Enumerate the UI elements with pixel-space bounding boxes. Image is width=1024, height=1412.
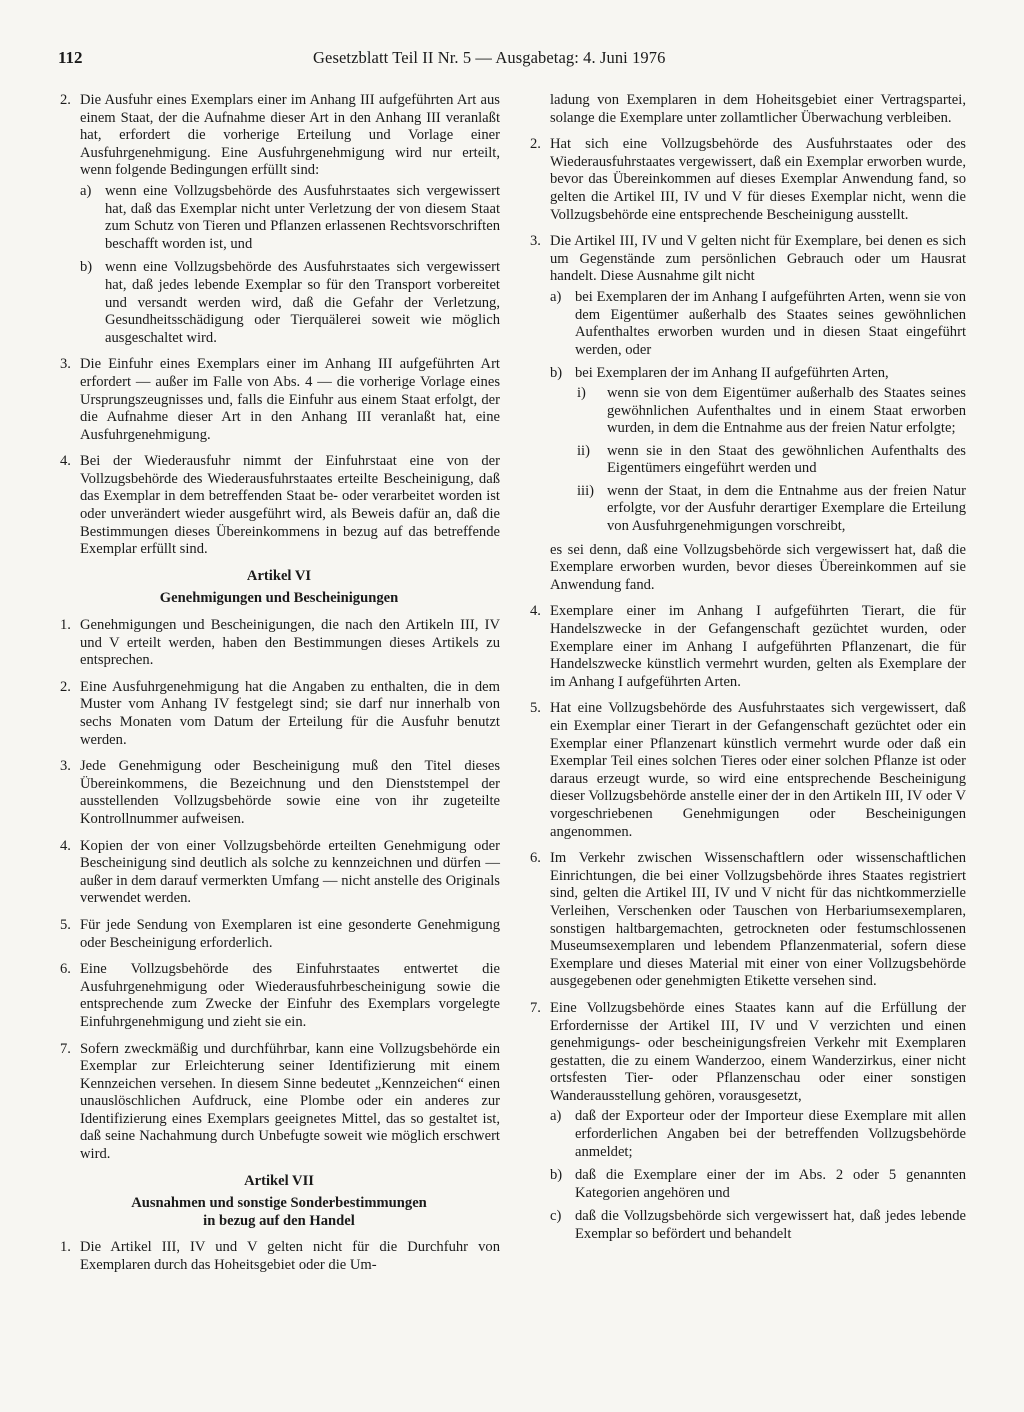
article-6-paragraph-7 bbox=[58, 1041, 500, 1164]
subitem-b bbox=[550, 1167, 966, 1202]
subitem-text: wenn eine Vollzugsbehörde des Ausfuhrstaates sich vergewissert hat, daß jedes lebende Exemplar so für den Transport vorbereitet und versandt werden wird, daß die Gefahr der Verletzung, Gesundheitsschädigung oder Tierquälerei soweit wie möglich ausgeschaltet wird. bbox=[105, 259, 500, 346]
subitem-label: c) bbox=[550, 1208, 562, 1225]
paragraph-text: Die Ausfuhr eines Exemplars einer im Anhang III aufgeführten Art aus einem Staat, der die Aufnahme dieser Art in den Anhang III veranlaßt hat, erfordert die vorherige Erteilung und Vorlage einer Ausfuhrgenehmigung. Eine Ausfuhrgenehmigung wird nur erteilt, wenn folgende Bedingungen erfüllt sind: bbox=[80, 92, 500, 179]
continued-text: ladung von Exemplaren in dem Hoheitsgebiet einer Vertragspartei, solange die Exemplare unter zollamtlicher Überwachung verbleiben. bbox=[550, 92, 966, 126]
paragraph-text: Hat sich eine Vollzugsbehörde des Ausfuhrstaates oder des Wiederausfuhrstaates vergewissert, daß ein Exemplar erworben wurde, bevor das Übereinkommen auf dieses Exemplar Anwendung fand, so gelten die Artikel III, IV und V für dieses Exemplar nicht, wenn die Vollzugsbehörde eine entsprechende Bescheinigung ausstellt. bbox=[550, 136, 966, 223]
paragraph-number: 1. bbox=[60, 1239, 71, 1256]
paragraph-text: Die Artikel III, IV und V gelten nicht für die Durchfuhr von Exemplaren durch das Hoheitsgebiet oder die Um- bbox=[80, 1239, 500, 1274]
subitem-i bbox=[575, 385, 966, 438]
paragraph-number: 4. bbox=[530, 603, 541, 620]
paragraph-number: 1. bbox=[60, 617, 71, 634]
subitem-label: a) bbox=[80, 182, 92, 199]
paragraph-text: Genehmigungen und Bescheinigungen, die nach den Artikeln III, IV und V erteilt werden, haben den Bestimmungen dieses Artikels zu entsprechen. bbox=[80, 617, 500, 669]
paragraph-number: 6. bbox=[60, 961, 71, 978]
paragraph-5 bbox=[528, 700, 966, 841]
paragraph-number: 2. bbox=[60, 92, 71, 108]
paragraph-text: Exemplare einer im Anhang I aufgeführten Tierart, die für Handelszwecke in der Gefangenschaft gezüchtet wurden, oder Exemplare einer im Anhang I aufgeführten Pflanzenart, die für Handelszwecke künstlich vermehrt wurden, gelten als Exemplare der im Anhang I aufgeführten Arten. bbox=[550, 603, 966, 690]
article-6-paragraph-4 bbox=[58, 838, 500, 908]
paragraph-number: 5. bbox=[530, 700, 541, 717]
right-column bbox=[528, 92, 966, 1253]
paragraph-4 bbox=[528, 603, 966, 691]
paragraph-2 bbox=[58, 92, 500, 347]
paragraph-2 bbox=[528, 136, 966, 224]
article-6-paragraph-6 bbox=[58, 961, 500, 1031]
paragraph-number: 2. bbox=[60, 678, 71, 695]
article-subtitle: Genehmigungen und Bescheinigungen bbox=[159, 590, 399, 607]
paragraph-number: 4. bbox=[60, 837, 71, 854]
article-6-paragraph-2 bbox=[58, 679, 500, 749]
paragraph-text: Jede Genehmigung oder Bescheinigung muß den Titel dieses Übereinkommens, die Bezeichnung und den Dienststempel der ausstellenden Vollzugsbehörde sowie eine von ihr zugeteilte Kontrollnummer aufweisen. bbox=[80, 758, 500, 827]
subitem-a bbox=[550, 1108, 966, 1161]
subitem-label: i) bbox=[577, 384, 586, 401]
paragraph-text: Für jede Sendung von Exemplaren ist eine gesonderte Genehmigung oder Bescheinigung erforderlich. bbox=[80, 916, 500, 951]
subitem-c bbox=[550, 1208, 966, 1243]
paragraph-text: Im Verkehr zwischen Wissenschaftlern oder wissenschaftlichen Einrichtungen, die bei einer Vollzugsbehörde ihres Staates registriert sind, gelten die Artikel III, IV und V nicht für das nichtkommerzielle Verleihen, Verschenken oder Tauschen von Herbariumsexemplaren, sonstigen haltbargemachten, getrockneten oder festumschlossenen Museumsexemplaren und lebendem Pflanzenmaterial, sofern diese Exemplare und dieses Material mit einer von einer Vollzugsbehörde ausgegebenen oder genehmigten Etikette versehen sind. bbox=[550, 850, 966, 990]
paragraph-text: Eine Ausfuhrgenehmigung hat die Angaben zu enthalten, die in dem Muster vom Anhang IV festgelegt sind; sie darf nur innerhalb von sechs Monaten vom Datum der Erteilung für die Ausfuhr benutzt werden. bbox=[80, 678, 500, 748]
paragraph-number: 2. bbox=[530, 136, 541, 153]
subitem-label: b) bbox=[550, 1167, 563, 1184]
subitem-label: iii) bbox=[577, 482, 595, 499]
paragraph-text: Eine Vollzugsbehörde eines Staates kann auf die Erfüllung der Erfordernisse der Artikel III, IV und V verzichten und einen genehmigungs- oder bescheinigungsfreien Verkehr mit Exemplaren gestatten, die zu einem Wanderzoo, einem Wanderzirkus, einer nicht ortsfesten Tier- oder Pflanzenschau oder einer sonstigen Wanderausstellung gehören, vorausgesetzt, bbox=[550, 999, 966, 1104]
left-column bbox=[58, 92, 500, 1284]
paragraph-7 bbox=[528, 1000, 966, 1244]
article-6-paragraph-5 bbox=[58, 917, 500, 952]
page-number: 112 bbox=[58, 48, 83, 67]
page-header bbox=[58, 48, 978, 78]
subitem-ii bbox=[575, 443, 966, 478]
subitem-text: wenn sie in den Staat des gewöhnlichen Aufenthalts des Eigentümers eingeführt werden und bbox=[607, 442, 966, 477]
paragraph-number: 3. bbox=[60, 356, 71, 373]
article-6-paragraph-1 bbox=[58, 617, 500, 670]
paragraph-3 bbox=[58, 356, 500, 444]
article-6-heading bbox=[58, 568, 500, 608]
article-subtitle: Ausnahmen und sonstige Sonderbestimmungen bbox=[131, 1195, 427, 1212]
paragraph-text: Kopien der von einer Vollzugsbehörde erteilten Genehmigung oder Bescheinigung sind deutlich als solche zu kennzeichnen und dürfen — außer in dem darauf vermerkten Umfang — nicht anstelle des Originals verwendet werden. bbox=[80, 837, 500, 907]
subitem-iii bbox=[575, 483, 966, 536]
article-7-paragraph-1 bbox=[58, 1239, 500, 1274]
paragraph-4 bbox=[58, 453, 500, 559]
paragraph-number: 3. bbox=[530, 233, 541, 250]
subitem-text: bei Exemplaren der im Anhang II aufgeführten Arten, bbox=[575, 365, 889, 382]
paragraph-number: 5. bbox=[60, 916, 71, 933]
paragraph-text: Eine Vollzugsbehörde des Einfuhrstaates entwertet die Ausfuhrgenehmigung oder Wiederausfuhrbescheinigung sowie die entsprechende zum Zwecke der Einfuhr des Exemplars vorgelegte Einfuhrgenehmigung und zieht sie ein. bbox=[80, 961, 500, 1030]
closing-text: es sei denn, daß eine Vollzugsbehörde sich vergewissert hat, daß die Exemplare erworben wurden, bevor dieses Übereinkommen auf sie Anwendung fand. bbox=[550, 541, 966, 593]
subitem-a bbox=[80, 183, 500, 253]
paragraph-number: 7. bbox=[60, 1040, 71, 1057]
subitem-label: a) bbox=[550, 288, 562, 305]
subitem-a bbox=[550, 289, 966, 359]
running-title: Gesetzblatt Teil II Nr. 5 — Ausgabetag: 4. Juni 1976 bbox=[313, 48, 666, 67]
subitem-label: b) bbox=[550, 365, 563, 382]
paragraph-number: 6. bbox=[530, 850, 541, 867]
subitem-text: wenn eine Vollzugsbehörde des Ausfuhrstaates sich vergewissert hat, daß das Exemplar nicht unter Verletzung der von diesem Staat zum Schutz von Tieren und Pflanzen erlassenen Rechtsvorschriften beschafft worden ist, und bbox=[105, 182, 500, 252]
paragraph-text: Bei der Wiederausfuhr nimmt der Einfuhrstaat eine von der Vollzugsbehörde des Wiederausfuhrstaates erteilte Bescheinigung, daß das Exemplar in dem betreffenden Staat be- oder verarbeitet worden ist oder unverändert wieder ausgeführt wird, als Beweis dafür an, daß die Bestimmungen dieses Übereinkommens in bezug auf das betreffende Exemplar erfüllt sind. bbox=[80, 453, 500, 558]
subitem-text: wenn sie von dem Eigentümer außerhalb des Staates seines gewöhnlichen Aufenthaltes und in einem Staat erworben wurden, in dem die Entnahme aus der freien Natur erfolgte; bbox=[607, 384, 966, 437]
article-subtitle: in bezug auf den Handel bbox=[203, 1212, 355, 1229]
paragraph-number: 7. bbox=[530, 999, 541, 1016]
article-title: Artikel VI bbox=[246, 567, 312, 584]
subitem-text: wenn der Staat, in dem die Entnahme aus der freien Natur erfolgte, vor der Ausfuhr derartiger Exemplare die Erteilung von Ausfuhrgenehmigungen vorschreibt, bbox=[607, 482, 966, 535]
subitem-b bbox=[80, 259, 500, 347]
paragraph-text: Hat eine Vollzugsbehörde des Ausfuhrstaates sich vergewissert, daß ein Exemplar einer Tierart in der Gefangenschaft gezüchtet oder ein Exemplar einer Pflanzenart künstlich vermehrt wurde oder daß ein Exemplar Teil eines solchen Tieres oder einer solchen Pflanze ist oder daraus erzeugt wurde, so wird eine entsprechende Bescheinigung dieser Vollzugsbehörde anstelle einer der in den Artikeln III, IV oder V vorgeschriebenen Genehmigungen oder Bescheinigungen angenommen. bbox=[550, 700, 966, 840]
paragraph-text: Die Artikel III, IV und V gelten nicht für Exemplare, bei denen es sich um Gegenstände zum persönlichen Gebrauch oder um Hausrat handelt. Diese Ausnahme gilt nicht bbox=[550, 233, 966, 285]
article-6-paragraph-3 bbox=[58, 758, 500, 828]
paragraph-number: 3. bbox=[60, 758, 71, 775]
paragraph-6 bbox=[528, 850, 966, 991]
paragraph-text: Die Einfuhr eines Exemplars einer im Anhang III aufgeführten Art erfordert — außer im Falle von Abs. 4 — die vorherige Vorlage eines Ursprungszeugnisses und, falls die Einfuhr aus einem Staat erfolgt, der die Aufnahme dieser Art in den Anhang III veranlaßt hat, eine Ausfuhrgenehmigung. bbox=[80, 356, 500, 443]
subitem-text: bei Exemplaren der im Anhang I aufgeführten Arten, wenn sie von dem Eigentümer außerhalb des Staates seines gewöhnlichen Aufenthaltes erworben wurden und in diesen Staat eingeführt werden, oder bbox=[575, 288, 966, 358]
paragraph-text: Sofern zweckmäßig und durchführbar, kann eine Vollzugsbehörde ein Exemplar zur Erleichterung seiner Identifizierung mit einem Kennzeichen versehen. In diesem Sinne bedeutet „Kennzeichen“ einen unauslöschlichen Aufdruck, eine Plombe oder ein anderes zur Identifizierung eines Exemplars geeignetes Mittel, das so gestaltet ist, daß seine Nachahmung durch Unbefugte soweit wie möglich erschwert wird. bbox=[80, 1040, 500, 1163]
subitem-label: a) bbox=[550, 1108, 562, 1125]
subitem-label: ii) bbox=[577, 442, 590, 459]
subitem-text: daß die Vollzugsbehörde sich vergewissert hat, daß jedes lebende Exemplar so befördert und behandelt bbox=[575, 1208, 966, 1243]
paragraph-number: 4. bbox=[60, 453, 71, 470]
subitem-text: daß die Exemplare einer der im Abs. 2 oder 5 genannten Kategorien angehören und bbox=[575, 1167, 966, 1201]
subitem-label: b) bbox=[80, 259, 93, 276]
subitem-b bbox=[550, 365, 966, 535]
article-title: Artikel VII bbox=[244, 1172, 314, 1189]
subitem-text: daß der Exporteur oder der Importeur diese Exemplare mit allen erforderlichen Angaben bei der betreffenden Vollzugsbehörde anmeldet; bbox=[575, 1108, 966, 1160]
article-7-heading bbox=[58, 1173, 500, 1231]
paragraph-3 bbox=[528, 233, 966, 594]
